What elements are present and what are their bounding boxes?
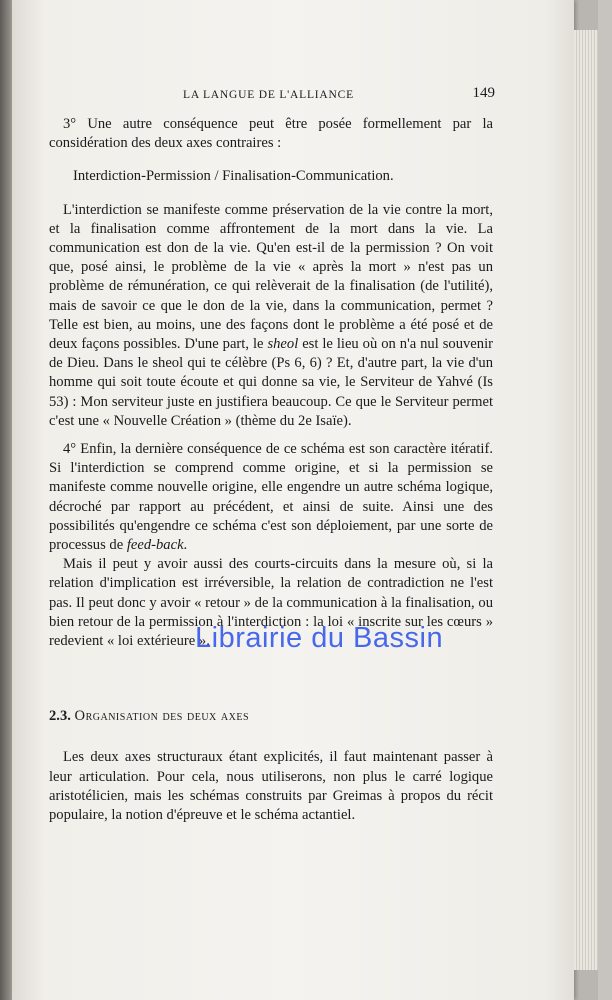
page-edges: [574, 30, 598, 970]
paragraph-point-4-text-a: 4° Enfin, la dernière conséquence de ce schéma est son caractère itératif. Si l'interdiction se comprend comme origine, et si la permission se manifeste comme nouvelle origine, elle engendre un autre schéma logique, décroché par rapport au précédent, et ainsi de suite. Ainsi une des possibilités qu'engendre ce schéma c'est son déploiement, par une sorte de processus de: [49, 441, 493, 554]
feedback-italic: feed-back: [126, 537, 184, 554]
paragraph-interdiction-text-b: est le lieu où on n'a nul souvenir de Dieu. Dans le sheol qui te célèbre (Ps 6, 6) ? Et, d'autre part, la vie d'un homme qui soit toute écoute et qui donne sa vie, le Serviteur de Yahvé (Is 53) : Mon serviteur juste en justifiera beaucoup. Ce que le Serviteur permet c'est une « Nouvelle Création » (thème du 2e Isaïe).: [49, 336, 493, 429]
paragraph-interdiction-text-a: L'interdiction se manifeste comme préservation de la vie contre la mort, et la finalisation comme affrontement de la mort dans la vie. La communication est don de la vie. Qu'en est-il de la permission ? On voit que, posé ainsi, le problème de la vie « après la mort » n'est pas un problème de rémunération, ce qui relèverait de la finalisation (de l'utilité), mais de savoir ce que le don de la vie, dans la communication, permet ? Telle est bien, au moins, une des façons dont le problème a été posé et de deux façons possibles. D'une part, le: [49, 201, 493, 353]
section-number: 2.3.: [49, 708, 71, 725]
page-text-block: [49, 82, 493, 825]
section-title: Organisation des deux axes: [74, 708, 250, 725]
page-number: 149: [472, 85, 495, 101]
bookshop-watermark: Librairie du Bassin: [195, 622, 444, 654]
paragraph-section-intro: Les deux axes structuraux étant explicités, il faut maintenant passer à leur articulation. Pour cela, nous utiliserons, non plus le carré logique aristotélicien, mais les schémas construits par Greimas à propos du récit populaire, la notion d'épreuve et le schéma actantiel.: [49, 749, 493, 824]
running-title: LA LANGUE DE L'ALLIANCE: [183, 89, 354, 101]
running-head: [49, 82, 493, 106]
paragraph-short-circuits: Mais il peut y avoir aussi des courts-circuits dans la mesure où, si la relation d'implication est irréversible, la relation de contradiction ne l'est pas. Il peut donc y avoir « retour » de la communication à la finalisation, ou bien retour de la permission à l'interdiction : la loi « inscrite sur les cœurs » redevient « loi extérieure ».: [49, 556, 493, 650]
section-heading: [49, 707, 493, 726]
axes-formula: Interdiction-Permission / Finalisation-Communication.: [73, 168, 394, 185]
paragraph-point-4: [49, 440, 493, 555]
paragraph-interdiction: [49, 201, 493, 431]
paragraph-point-4-text-b: .: [183, 537, 188, 554]
paragraph-point-3: 3° Une autre conséquence peut être posée formellement par la considération des deux axes contraires :: [49, 116, 493, 152]
background-edge: [598, 0, 612, 1000]
sheol-italic: sheol: [267, 336, 299, 353]
